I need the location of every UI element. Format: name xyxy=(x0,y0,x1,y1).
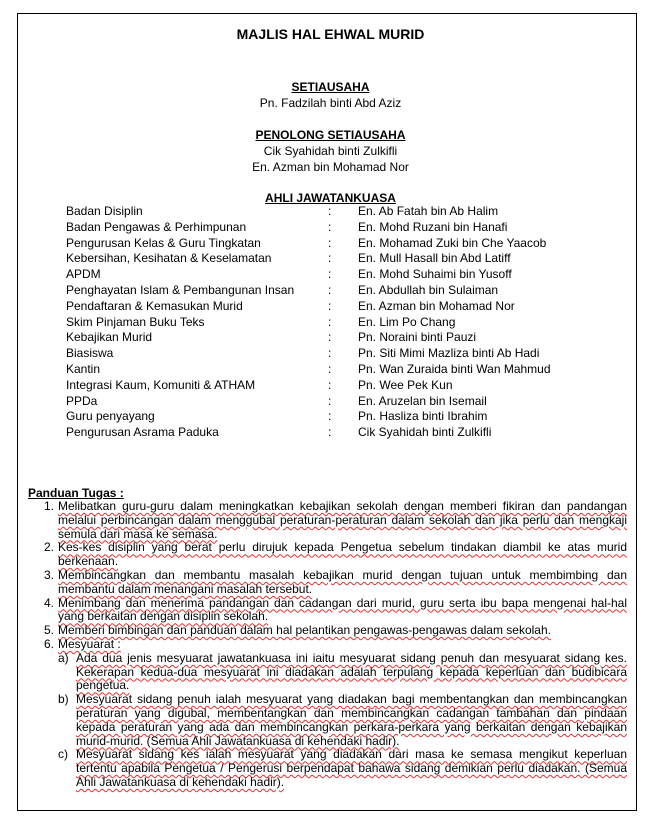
item-text: Melibatkan guru-guru dalam meningkatkan kebajikan sekolah dengan memberi fikiran dan pandangan melalui perbincangan dalam menggubal peraturan-peraturan dalam sekolah dan jika perlu dan mengkaji semula dari masa ke semasa. xyxy=(58,499,627,541)
colon: : xyxy=(328,219,332,234)
committee-row xyxy=(66,251,626,267)
item-text: Memberi bimbingan dan panduan dalam hal pelantikan pengawas-pengawas dalam sekolah. xyxy=(58,623,551,638)
guide-item xyxy=(28,500,627,541)
member-name: En. Lim Po Chang xyxy=(358,314,456,329)
colon: : xyxy=(328,425,332,440)
committee-row xyxy=(66,394,626,410)
item-number: 5. xyxy=(44,623,55,638)
colon: : xyxy=(328,409,332,424)
item-number: 6. xyxy=(44,636,55,651)
member-name: Pn. Wee Pek Kun xyxy=(358,377,453,392)
committee-row xyxy=(66,267,626,283)
colon: : xyxy=(328,393,332,408)
role-label: Kebajikan Murid xyxy=(66,330,153,345)
penolong-name: Cik Syahidah binti Zulkifli xyxy=(263,144,398,158)
committee-row xyxy=(66,425,626,441)
guide-item xyxy=(28,624,627,638)
role-label: Badan Pengawas & Perhimpunan xyxy=(66,219,247,234)
role-label: Pengurusan Asrama Paduka xyxy=(66,425,219,440)
item-text: Mesyuarat : xyxy=(58,636,121,651)
item-text: Menimbang dan menerima pandangan dan cadangan dari murid, guru serta ibu bapa mengenai hal-hal yang berkaitan dengan disiplin sekolah. xyxy=(58,595,627,624)
colon: : xyxy=(328,361,332,376)
colon: : xyxy=(328,204,332,218)
member-name: En. Azman bin Mohamad Nor xyxy=(358,298,515,313)
colon: : xyxy=(328,235,332,250)
colon: : xyxy=(328,251,332,266)
role-label: Penghayatan Islam & Pembangunan Insan xyxy=(66,282,295,297)
colon: : xyxy=(328,267,332,282)
guide-subitem xyxy=(58,652,627,693)
subitem-letter: c) xyxy=(58,747,68,762)
subitem-text: Ada dua jenis mesyuarat jawatankuasa ini iaitu mesyuarat sidang penuh dan mesyuarat sidang kes. Kekerapan kedua-dua mesyuarat ini diadakan adalah terpulang kepada keperluan dan budibicara pengetua. xyxy=(76,650,627,693)
guide-item xyxy=(28,638,627,652)
member-name: En. Ab Fatah bin Ab Halim xyxy=(358,204,499,218)
guide-item xyxy=(28,597,627,625)
committee-row xyxy=(66,315,626,331)
committee-row xyxy=(66,220,626,236)
setiausaha-section xyxy=(0,79,661,111)
colon: : xyxy=(328,282,332,297)
member-name: En. Mohamad Zuki bin Che Yaacob xyxy=(358,235,547,250)
role-label: Integrasi Kaum, Komuniti & ATHAM xyxy=(66,377,256,392)
colon: : xyxy=(328,346,332,361)
colon: : xyxy=(328,330,332,345)
member-name: En. Mohd Suhaimi bin Yusoff xyxy=(358,267,512,282)
panduan-list xyxy=(28,500,627,790)
item-text: Membincangkan dan membantu masalah kebajikan murid dengan tujuan untuk membimbing dan membantu dalam menangani masalah tersebut. xyxy=(58,567,627,596)
role-label: Guru penyayang xyxy=(66,409,155,424)
colon: : xyxy=(328,298,332,313)
item-number: 4. xyxy=(44,595,55,610)
committee-row xyxy=(66,330,626,346)
member-name: En. Mohd Ruzani bin Hanafi xyxy=(358,219,508,234)
member-name: Pn. Wan Zuraida binti Wan Mahmud xyxy=(358,361,551,376)
member-name: En. Abdullah bin Sulaiman xyxy=(358,282,499,297)
committee-list xyxy=(66,204,626,441)
guide-subitem xyxy=(58,748,627,789)
page-title: MAJLIS HAL EHWAL MURID xyxy=(236,26,425,42)
role-label: Kebersihan, Kesihatan & Keselamatan xyxy=(66,251,272,266)
colon: : xyxy=(328,377,332,392)
role-label: Skim Pinjaman Buku Teks xyxy=(66,314,205,329)
committee-row xyxy=(66,362,626,378)
guide-item xyxy=(28,569,627,597)
item-text: Kes-kes disiplin yang berat perlu dirujuk kepada Pengetua sebelum tindakan diambil ke atas murid berkenaan. xyxy=(58,540,627,569)
role-label: Pendaftaran & Kemasukan Murid xyxy=(66,298,243,313)
member-name: Pn. Hasliza binti Ibrahim xyxy=(358,409,488,424)
subitem-letter: a) xyxy=(58,650,69,665)
penolong-heading: PENOLONG SETIAUSAHA xyxy=(255,128,406,142)
committee-row xyxy=(66,299,626,315)
panduan-heading: Panduan Tugas : xyxy=(28,486,124,500)
ahli-heading: AHLI JAWATANKUASA xyxy=(265,191,396,205)
penolong-name: En. Azman bin Mohamad Nor xyxy=(252,160,409,174)
role-label: APDM xyxy=(66,267,101,282)
committee-row xyxy=(66,409,626,425)
committee-row xyxy=(66,204,626,220)
member-name: Cik Syahidah binti Zulkifli xyxy=(358,425,492,440)
penolong-section xyxy=(0,127,661,175)
subitem-text: Mesyuarat sidang kes ialah mesyuarat yang diadakan dari masa ke semasa mengikut keperluan tertentu apabila Pengetua / Pengerusi berpendapat bahawa sidang demikian perlu diadakan. (Semua Ahli Jawatankuasa di kehendaki hadir). xyxy=(76,747,627,789)
role-label: Biasiswa xyxy=(66,346,114,361)
committee-row xyxy=(66,236,626,252)
guide-subitem xyxy=(58,693,627,748)
member-name: En. Aruzelan bin Isemail xyxy=(358,393,487,408)
role-label: Kantin xyxy=(66,361,101,376)
role-label: PPDa xyxy=(66,393,98,408)
colon: : xyxy=(328,314,332,329)
committee-row xyxy=(66,283,626,299)
member-name: En. Mull Hasall bin Abd Latiff xyxy=(358,251,511,266)
item-number: 2. xyxy=(44,540,55,555)
setiausaha-heading: SETIAUSAHA xyxy=(291,80,370,94)
item-number: 1. xyxy=(44,499,55,513)
member-name: Pn. Siti Mimi Mazliza binti Ab Hadi xyxy=(358,346,540,361)
item-number: 3. xyxy=(44,567,55,582)
committee-row xyxy=(66,378,626,394)
role-label: Pengurusan Kelas & Guru Tingkatan xyxy=(66,235,261,250)
guide-item xyxy=(28,541,627,569)
role-label: Badan Disiplin xyxy=(66,204,143,218)
subitem-letter: b) xyxy=(58,692,69,707)
subitem-text: Mesyuarat sidang penuh ialah mesyuarat yang diadakan bagi membentangkan dan membincangkan peraturan yang digubal, membentangkan dan membincangkan cadangan tambahan dan pindaan kepada peraturan yang ada dan membincangkan perkara-perkara yang berkaitan dengan kebajikan murid-murid. (Semua Ahli Jawatankuasa di kehendaki hadir). xyxy=(76,692,627,748)
member-name: Pn. Noraini binti Pauzi xyxy=(358,330,477,345)
setiausaha-name: Pn. Fadzilah binti Abd Aziz xyxy=(259,96,402,110)
committee-row xyxy=(66,346,626,362)
